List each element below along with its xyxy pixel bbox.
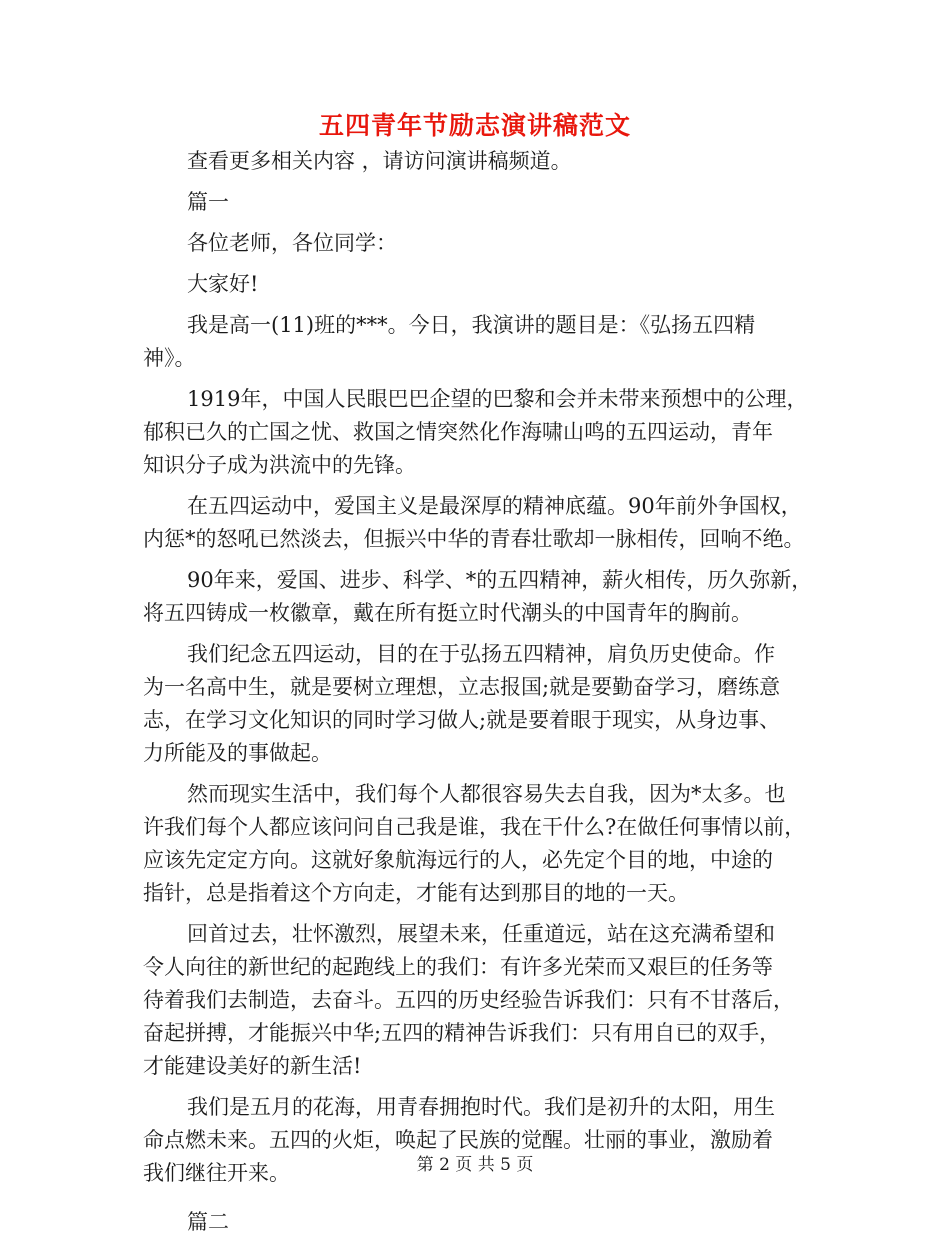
section-heading: 篇二 bbox=[187, 1210, 229, 1234]
paragraph-line: 力所能及的事做起。 bbox=[143, 741, 332, 765]
paragraph-line: 将五四铸成一枚徽章，戴在所有挺立时代潮头的中国青年的胸前。 bbox=[143, 601, 752, 625]
greeting: 大家好! bbox=[187, 272, 259, 296]
paragraph-line: 神》。 bbox=[143, 346, 196, 370]
paragraph-line: 我是高一(11)班的***。今日，我演讲的题目是：《弘扬五四精 bbox=[187, 313, 756, 337]
paragraph-line: 然而现实生活中，我们每个人都很容易失去自我，因为*太多。也 bbox=[187, 782, 786, 806]
page-footer: 第 2 页 共 5 页 bbox=[416, 1155, 534, 1175]
salutation: 各位老师，各位同学： bbox=[187, 231, 397, 255]
section-heading: 篇一 bbox=[187, 190, 229, 214]
document-body bbox=[143, 145, 833, 1239]
paragraph-line: 郁积已久的亡国之忧、救国之情突然化作海啸山鸣的五四运动，青年 bbox=[143, 420, 773, 444]
paragraph-line: 知识分子成为洪流中的先锋。 bbox=[143, 453, 416, 477]
paragraph-line: 为一名高中生，就是要树立理想，立志报国;就是要勤奋学习，磨练意 bbox=[143, 675, 781, 699]
paragraph-line: 回首过去，壮怀激烈，展望未来，任重道远，站在这充满希望和 bbox=[187, 922, 775, 946]
paragraph-line: 奋起拼搏，才能振兴中华;五四的精神告诉我们：只有用自已的双手， bbox=[143, 1021, 781, 1045]
paragraph-line: 待着我们去制造，去奋斗。五四的历史经验告诉我们：只有不甘落后， bbox=[143, 988, 794, 1012]
paragraph-line: 查看更多相关内容 ，请访问演讲稿频道。 bbox=[187, 149, 572, 173]
paragraph-line: 90年来，爱国、进步、科学、*的五四精神，薪火相传，历久弥新， bbox=[187, 568, 813, 592]
paragraph-line: 内惩*的怒吼已然淡去，但振兴中华的青春壮歌却一脉相传，回响不绝。 bbox=[143, 527, 805, 551]
paragraph-line: 我们继往开来。 bbox=[143, 1161, 290, 1185]
paragraph-line: 应该先定定方向。这就好象航海远行的人，必先定个目的地，中途的 bbox=[143, 848, 773, 872]
paragraph-line: 令人向往的新世纪的起跑线上的我们：有许多光荣而又艰巨的任务等 bbox=[143, 955, 773, 979]
paragraph-line: 许我们每个人都应该问问自己我是谁，我在干什么?在做任何事情以前， bbox=[143, 815, 806, 839]
paragraph-line: 1919年，中国人民眼巴巴企望的巴黎和会并未带来预想中的公理， bbox=[187, 387, 808, 411]
paragraph-line: 我们纪念五四运动，目的在于弘扬五四精神，肩负历史使命。作 bbox=[187, 642, 775, 666]
paragraph-line: 命点燃未来。五四的火炬，唤起了民族的觉醒。壮丽的事业，激励着 bbox=[143, 1128, 773, 1152]
document-title: 五四青年节励志演讲稿范文 bbox=[318, 111, 631, 140]
paragraph-line: 志，在学习文化知识的同时学习做人;就是要着眼于现实，从身边事、 bbox=[143, 708, 781, 732]
paragraph-line: 我们是五月的花海，用青春拥抱时代。我们是初升的太阳，用生 bbox=[187, 1095, 775, 1119]
paragraph-line: 在五四运动中，爱国主义是最深厚的精神底蕴。90年前外争国权， bbox=[187, 494, 802, 518]
paragraph-line: 指针，总是指着这个方向走，才能有达到那目的地的一天。 bbox=[143, 881, 689, 905]
paragraph-line: 才能建设美好的新生活! bbox=[143, 1054, 362, 1078]
